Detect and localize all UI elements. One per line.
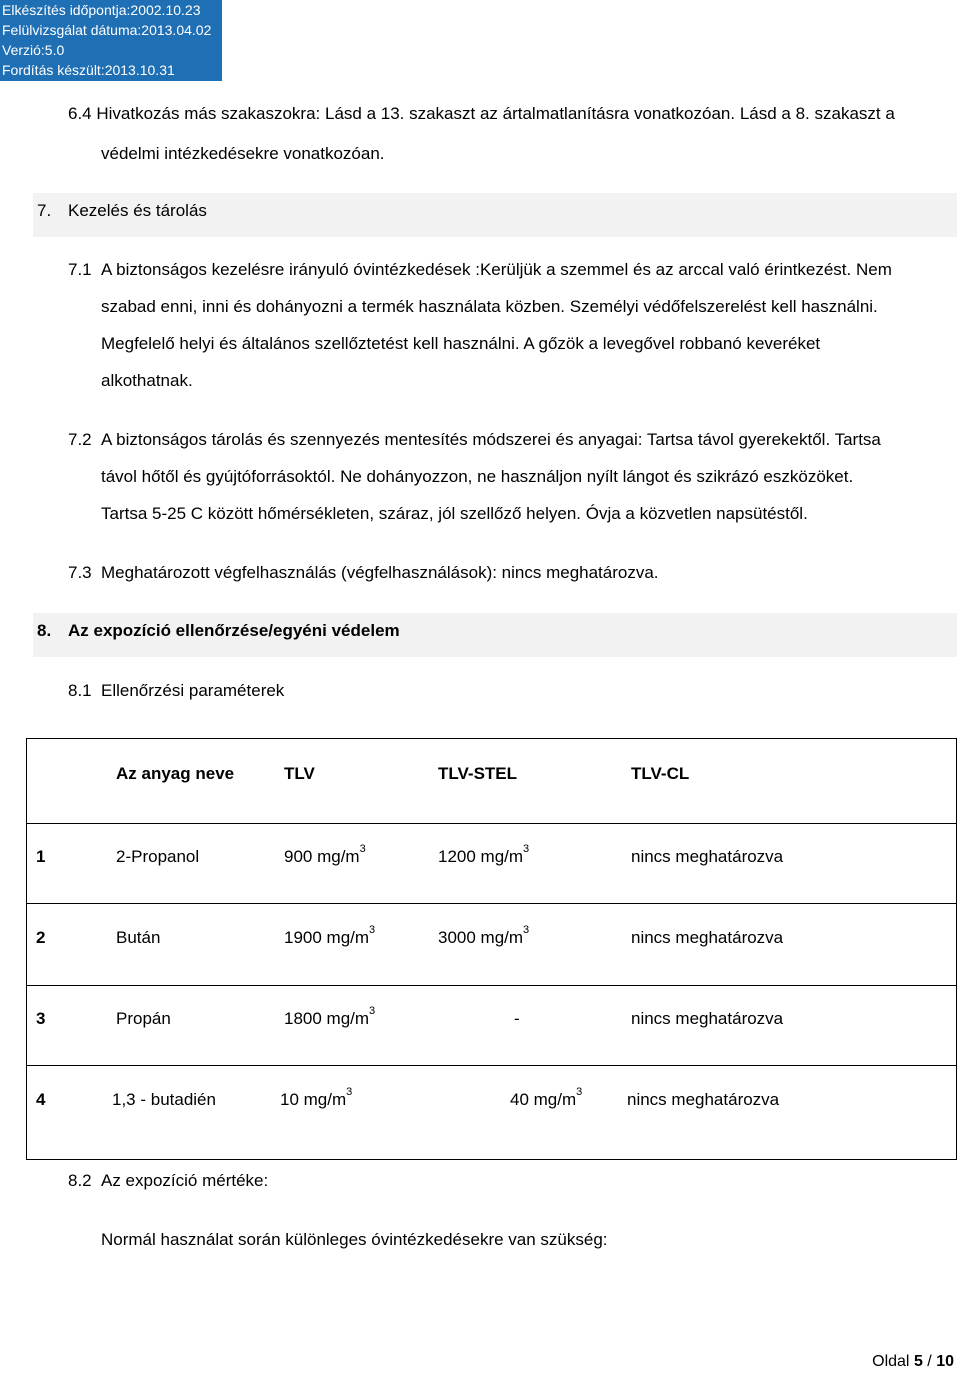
s71-line2: szabad enni, inni és dohányozni a termék használata közben. Személyi védőfelszerelést kell használni. [101,297,878,316]
table-row-2-number: 2 [36,928,46,947]
header-created: Elkészítés időpontja:2002.10.23 [0,0,222,21]
table-row-2-name: Bután [116,928,161,947]
page-separator: / [927,1353,932,1370]
section-7-title: Kezelés és tárolás [68,201,207,220]
header-version: Verzió:5.0 [0,40,222,61]
table-row-divider [27,985,956,986]
table-row-1-tlv: 900 $mg/m^3$ [284,843,366,866]
table-row-4-tlv: 10 $mg/m^3$ [280,1086,353,1109]
s64-line2: védelmi intézkedésekre vonatkozóan. [101,144,385,163]
s73-number: 7.3 [68,563,92,582]
s81-title: Ellenőrzési paraméterek [101,681,285,700]
section-8-title: Az expozíció ellenőrzése/egyéni védelem [68,621,400,640]
s72-number: 7.2 [68,430,92,449]
table-row-1-stel: 1200 $mg/m^3$ [438,843,530,866]
header-translated: Fordítás készült:2013.10.31 [0,60,222,81]
page-total: 10 [936,1353,954,1370]
s71-line4: alkothatnak. [101,371,193,390]
table-row-3-tlv: 1800 $mg/m^3$ [284,1005,376,1028]
table-row-divider [27,823,956,824]
s71-line3: Megfelelő helyi és általános szellőztetést kell használni. A gőzök a levegővel robbanó keveréket [101,334,821,353]
s82-title: Az expozíció mértéke: [101,1171,269,1190]
s81-number: 8.1 [68,681,92,700]
table-row-4-number: 4 [36,1090,46,1109]
table-row-3-name: Propán [116,1009,171,1028]
table-row-3-number: 3 [36,1009,46,1028]
table-header-tlv: TLV [284,764,315,783]
s72-line1: A biztonságos tárolás és szennyezés mentesítés módszerei és anyagai: Tartsa távol gyerekektől. Tartsa [101,430,881,449]
s72-line2: távol hőtől és gyújtóforrásoktól. Ne dohányozzon, ne használjon nyílt lángot és szikrázó eszközöket. [101,467,854,486]
section-8-number: 8. [37,621,52,640]
table-row-2-tlv: 1900 $mg/m^3$ [284,924,376,947]
table-header-tlv-cl: TLV-CL [631,764,690,783]
section-7-number: 7. [37,201,52,220]
table-header-tlv-stel: TLV-STEL [438,764,518,783]
s71-line1: A biztonságos kezelésre irányuló óvintézkedések :Kerüljük a szemmel és az arccal való érintkezést. Nem [101,260,892,279]
s71-number: 7.1 [68,260,92,279]
table-row-4-stel: 40 $mg/m^3$ [510,1086,583,1109]
s72-line3: Tartsa 5-25 C között hőmérsékleten, száraz, jól szellőző helyen. Óvja a közvetlen napsütéstől. [101,504,808,523]
table-row-1-cl: nincs meghatározva [631,847,784,866]
s82-number: 8.2 [68,1171,92,1190]
table-row-4-name: 1,3 - butadién [112,1090,216,1109]
table-header-name: Az anyag neve [116,764,235,783]
table-row-1-number: 1 [36,847,46,866]
page-current: 5 [913,1353,923,1370]
page-indicator [872,1353,954,1371]
header-reviewed: Felülvizsgálat dátuma:2013.04.02 [0,20,222,41]
table-row-divider [27,903,956,904]
s73-line1: Meghatározott végfelhasználás (végfelhasználások): nincs meghatározva. [101,563,659,582]
table-row-3-stel: - [514,1009,520,1028]
protection-note: Normál használat során különleges óvintézkedésekre van szükség: [101,1230,608,1249]
table-row-2-cl: nincs meghatározva [631,928,784,947]
table-row-1-name: 2-Propanol [116,847,200,866]
table-row-3-cl: nincs meghatározva [631,1009,784,1028]
table-row-2-stel: 3000 $mg/m^3$ [438,924,530,947]
table-row-divider [27,1065,956,1066]
page-label: Oldal [872,1353,910,1370]
s64-line1: 6.4 Hivatkozás más szakaszokra: Lásd a 13. szakaszt az ártalmatlanításra vonatkozóan. Lásd a 8. szakaszt a [68,104,895,123]
table-row-4-cl: nincs meghatározva [627,1090,780,1109]
